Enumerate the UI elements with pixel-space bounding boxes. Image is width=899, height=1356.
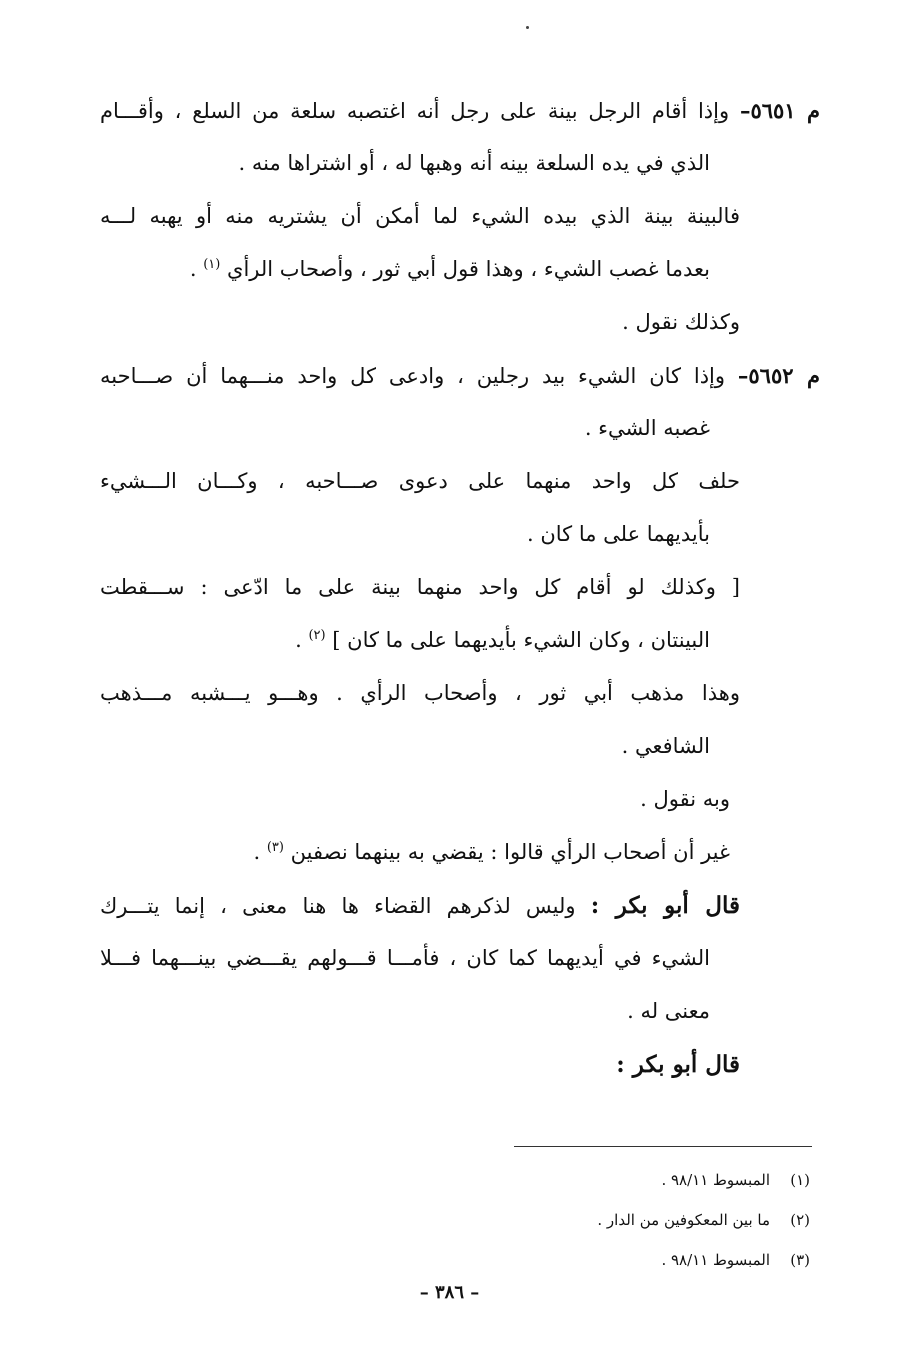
paragraph-line: الشافعي . — [621, 734, 710, 758]
closing-speaker: قال أبو بكر : — [616, 1051, 740, 1078]
paragraph-line: غير أن أصحاب الرأي قالوا : يقضي به بينهما نصفين $^{(٣)}$ . — [253, 840, 730, 864]
entry-5651-line-1: م ٥٦٥١– وإذا أقام الرجل بينة على رجل أنه اغتصبه سلعة من السلع ، وأقـــام — [100, 98, 820, 123]
paragraph-line: وبه نقول . — [640, 787, 730, 811]
footnote-item: (١)المبسوط ٩٨/١١ . — [661, 1171, 810, 1189]
top-dot-mark — [526, 26, 529, 29]
paragraph-line: وهذا مذهب أبي ثور ، وأصحاب الرأي . وهـــو يـــشبه مـــذهب — [100, 681, 740, 705]
footnote-item: (٢)ما بين المعكوفين من الدار . — [597, 1211, 810, 1229]
closing-line-2: الشيء في أيديهما كما كان ، فأمـــا قـــولهم يقـــضي بينـــهما فـــلا — [100, 946, 710, 970]
entry-5652-line-2: غصبه الشيء . — [584, 416, 710, 440]
page-number: – ٣٨٦ – — [419, 1282, 480, 1303]
entry-5651-line-2: الذي في يده السلعة بينه أنه وهبها له ، أو اشتراها منه . — [238, 151, 710, 175]
footnote-item: (٣)المبسوط ٩٨/١١ . — [661, 1251, 810, 1269]
footnote-ref: (١) — [203, 257, 221, 272]
closing-line-1: قال أبو بكر : وليس لذكرهم القضاء ها هنا معنى ، إنما يتـــرك — [100, 892, 740, 919]
footnote-ref: (٣) — [266, 840, 284, 855]
entry-5652-line-1: م ٥٦٥٢– وإذا كان الشيء بيد رجلين ، وادعى كل واحد منـــهما أن صـــاحبه — [100, 363, 820, 388]
main-text — [100, 84, 820, 1091]
paragraph-line: البينتان ، وكان الشيء بأيديهما على ما كان ] $^{(٢)}$ . — [295, 628, 710, 652]
footnotes — [100, 1160, 814, 1280]
closing-line-3: معنى له . — [627, 999, 710, 1023]
paragraph-line: حلف كل واحد منهما على دعوى صـــاحبه ، وكـــان الـــشيء — [100, 469, 740, 493]
footnote-separator — [514, 1146, 812, 1147]
entry-number: م ٥٦٥١– — [739, 98, 820, 123]
paragraph-line: وكذلك نقول . — [622, 310, 740, 334]
speaker-label: قال أبو بكر : — [590, 892, 740, 919]
paragraph-line: بأيديهما على ما كان . — [526, 522, 710, 546]
paragraph-line: بعدما غصب الشيء ، وهذا قول أبي ثور ، وأصحاب الرأي $^{(١)}$ . — [189, 257, 710, 281]
footnote-ref: (٢) — [308, 628, 326, 643]
paragraph-line: [ وكذلك لو أقام كل واحد منهما بينة على ما ادّعى : ســـقطت — [100, 575, 740, 599]
entry-number: م ٥٦٥٢– — [737, 363, 820, 388]
paragraph-line: فالبينة بينة الذي بيده الشيء لما أمكن أن يشتريه منه أو يهبه لـــه — [100, 204, 740, 228]
